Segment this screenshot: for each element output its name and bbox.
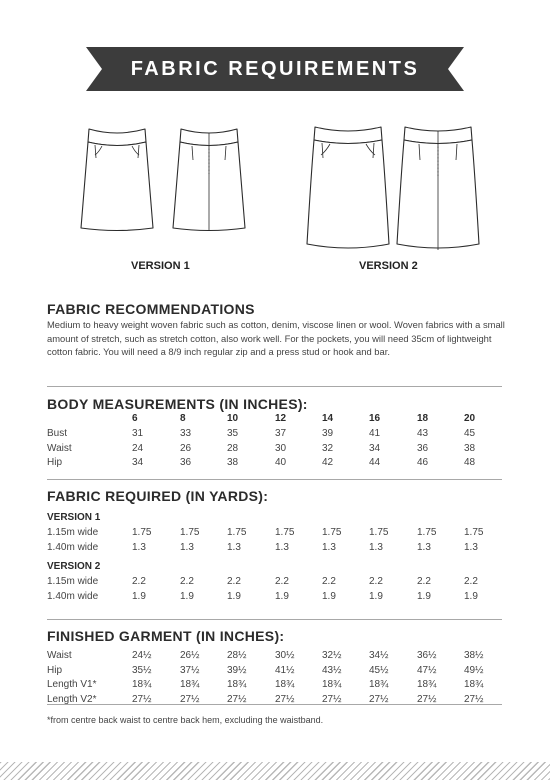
fabric-required-heading: FABRIC REQUIRED (IN YARDS): <box>47 488 269 504</box>
table-cell: 1.3 <box>180 541 194 553</box>
table-cell: 27½ <box>275 693 295 705</box>
table-cell: 34½ <box>369 650 389 661</box>
table-cell: 2.2 <box>227 576 241 587</box>
table-cell: 18¾ <box>322 679 342 690</box>
table-cell: 27½ <box>369 693 389 705</box>
section-divider <box>47 386 502 387</box>
table-cell: 44 <box>369 457 381 468</box>
table-cell: 43½ <box>322 664 342 676</box>
table-cell: 2.2 <box>417 576 431 587</box>
table-cell: 27½ <box>132 693 152 705</box>
table-cell: 1.75 <box>322 527 342 538</box>
row-label: Length V1* <box>47 679 97 690</box>
table-cell: 18¾ <box>180 679 200 690</box>
table-cell: 35½ <box>132 664 152 676</box>
version-2-skirt-front-illustration <box>306 126 390 254</box>
fabric-recommendations-text: Medium to heavy weight woven fabric such as cotton, denim, viscose linen or wool. Woven fabrics with a small amount of stretch, such as stretch cotton, also work well. For the pockets, you will need 35cm of lightweight cotton fabric. You will need a 8/9 inch regular zip and a press stud or hook and bar. <box>47 319 505 358</box>
table-cell: 41 <box>369 428 381 439</box>
table-cell: 28½ <box>227 650 247 661</box>
table-cell: 47½ <box>417 664 437 676</box>
table-cell: 27½ <box>180 693 200 705</box>
table-cell: 1.3 <box>132 541 146 553</box>
table-cell: 30½ <box>275 650 295 661</box>
table-cell: 48 <box>464 457 476 468</box>
size-header-18: 18 <box>417 413 429 424</box>
table-cell: 33 <box>180 428 192 439</box>
hatched-footer-border <box>0 762 550 780</box>
table-cell: 1.9 <box>369 590 383 602</box>
size-header-14: 14 <box>322 413 334 424</box>
body-measurements-heading: BODY MEASUREMENTS (IN INCHES): <box>47 396 308 412</box>
row-label: Hip <box>47 664 63 676</box>
table-cell: 1.9 <box>227 590 241 602</box>
table-cell: 2.2 <box>180 576 194 587</box>
table-cell: 1.75 <box>369 527 389 538</box>
table-cell: 36 <box>417 442 429 454</box>
table-cell: 24½ <box>132 650 152 661</box>
version-2-skirt-back-illustration <box>396 126 480 254</box>
table-cell: 1.75 <box>464 527 484 538</box>
table-cell: 27½ <box>417 693 437 705</box>
table-cell: 18¾ <box>132 679 152 690</box>
row-label: Length V2* <box>47 693 97 705</box>
version-2-label: VERSION 2 <box>359 260 418 272</box>
table-cell: 1.3 <box>464 541 478 553</box>
table-cell: 40 <box>275 457 287 468</box>
table-cell: 18¾ <box>417 679 437 690</box>
title-banner <box>86 47 464 91</box>
section-divider <box>47 704 502 705</box>
size-header-12: 12 <box>275 413 287 424</box>
table-cell: 1.9 <box>132 590 146 602</box>
table-cell: 1.3 <box>322 541 336 553</box>
table-cell: 28 <box>227 442 239 454</box>
table-cell: 32½ <box>322 650 342 661</box>
table-cell: 39 <box>322 428 334 439</box>
row-label: 1.15m wide <box>47 527 99 538</box>
table-cell: 43 <box>417 428 429 439</box>
section-divider <box>47 619 502 620</box>
table-cell: 34 <box>369 442 381 454</box>
table-cell: 30 <box>275 442 287 454</box>
table-cell: 1.3 <box>417 541 431 553</box>
table-cell: 2.2 <box>464 576 478 587</box>
table-cell: 18¾ <box>227 679 247 690</box>
row-label: 1.40m wide <box>47 541 99 553</box>
row-label: 1.40m wide <box>47 590 99 602</box>
fabric-recommendations-heading: FABRIC RECOMMENDATIONS <box>47 301 255 317</box>
table-cell: 2.2 <box>322 576 336 587</box>
size-header-16: 16 <box>369 413 381 424</box>
table-cell: 36½ <box>417 650 437 661</box>
size-header-20: 20 <box>464 413 476 424</box>
table-cell: 1.3 <box>275 541 289 553</box>
fabric-version-2-subheading: VERSION 2 <box>47 561 101 572</box>
table-cell: 1.9 <box>275 590 289 602</box>
table-cell: 27½ <box>227 693 247 705</box>
table-cell: 24 <box>132 442 144 454</box>
table-cell: 1.9 <box>322 590 336 602</box>
table-cell: 1.75 <box>180 527 200 538</box>
row-label: Waist <box>47 442 72 454</box>
table-cell: 2.2 <box>369 576 383 587</box>
row-label: Bust <box>47 428 68 439</box>
table-cell: 18¾ <box>369 679 389 690</box>
page-title: FABRIC REQUIREMENTS <box>130 58 420 80</box>
table-cell: 38 <box>464 442 476 454</box>
row-label: Waist <box>47 650 72 661</box>
version-1-skirt-back-illustration <box>172 128 246 234</box>
table-cell: 1.75 <box>275 527 295 538</box>
table-cell: 1.9 <box>417 590 431 602</box>
fabric-version-1-subheading: VERSION 1 <box>47 512 101 523</box>
table-cell: 26½ <box>180 650 200 661</box>
table-cell: 1.75 <box>227 527 247 538</box>
table-cell: 35 <box>227 428 239 439</box>
version-1-label: VERSION 1 <box>131 260 190 272</box>
table-cell: 41½ <box>275 664 295 676</box>
size-header-10: 10 <box>227 413 239 424</box>
table-cell: 2.2 <box>275 576 289 587</box>
table-cell: 39½ <box>227 664 247 676</box>
size-header-6: 6 <box>132 413 138 424</box>
table-cell: 34 <box>132 457 144 468</box>
table-cell: 31 <box>132 428 144 439</box>
section-divider <box>47 479 502 480</box>
row-label: 1.15m wide <box>47 576 99 587</box>
version-1-skirt-front-illustration <box>80 128 154 234</box>
table-cell: 38 <box>227 457 239 468</box>
footnote: *from centre back waist to centre back hem, excluding the waistband. <box>47 715 324 725</box>
size-header-8: 8 <box>180 413 186 424</box>
table-cell: 38½ <box>464 650 484 661</box>
table-cell: 45 <box>464 428 476 439</box>
table-cell: 2.2 <box>132 576 146 587</box>
table-cell: 36 <box>180 457 192 468</box>
table-cell: 37½ <box>180 664 200 676</box>
table-cell: 1.9 <box>180 590 194 602</box>
table-cell: 49½ <box>464 664 484 676</box>
table-cell: 37 <box>275 428 287 439</box>
table-cell: 18¾ <box>464 679 484 690</box>
table-cell: 26 <box>180 442 192 454</box>
table-cell: 27½ <box>322 693 342 705</box>
table-cell: 27½ <box>464 693 484 705</box>
table-cell: 1.3 <box>369 541 383 553</box>
row-label: Hip <box>47 457 63 468</box>
finished-garment-heading: FINISHED GARMENT (IN INCHES): <box>47 628 285 644</box>
table-cell: 32 <box>322 442 334 454</box>
table-cell: 1.75 <box>417 527 437 538</box>
table-cell: 18¾ <box>275 679 295 690</box>
table-cell: 1.75 <box>132 527 152 538</box>
table-cell: 1.3 <box>227 541 241 553</box>
table-cell: 46 <box>417 457 429 468</box>
table-cell: 1.9 <box>464 590 478 602</box>
table-cell: 42 <box>322 457 334 468</box>
table-cell: 45½ <box>369 664 389 676</box>
